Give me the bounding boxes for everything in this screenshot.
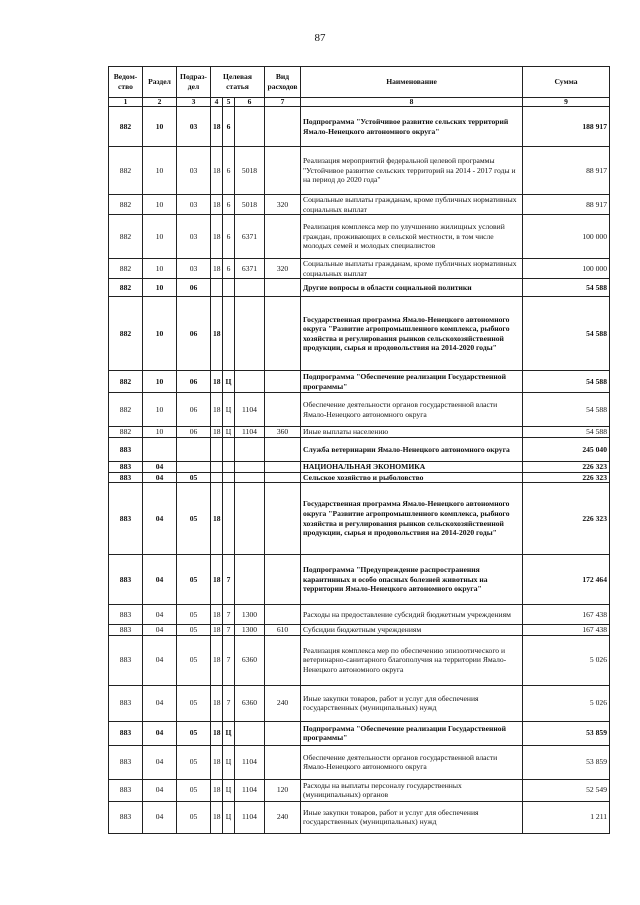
vedomstvo-cell: 883 [109,685,143,721]
target-article-direction-cell [235,461,265,472]
sum-cell: 54 588 [523,279,610,297]
target-article-subprogram-cell [223,297,235,371]
sum-cell: 52 549 [523,779,610,801]
target-article-subprogram-cell: Ц [223,393,235,427]
table-row [109,721,610,745]
expense-type-cell: 240 [265,801,301,833]
target-article-subprogram-cell: 7 [223,555,235,605]
vedomstvo-cell: 883 [109,801,143,833]
target-article-subprogram-cell [223,483,235,555]
vedomstvo-cell: 882 [109,297,143,371]
expense-type-cell [265,215,301,259]
razdel-cell: 04 [143,472,177,483]
target-article-subprogram-cell: Ц [223,371,235,393]
header-sum: Сумма [523,67,610,98]
page-number: 87 [314,32,326,44]
podrazdel-cell: 05 [177,685,211,721]
target-article-program-cell: 18 [211,107,223,147]
expense-type-cell: 360 [265,427,301,438]
target-article-subprogram-cell: 6 [223,195,235,215]
sum-cell: 54 588 [523,297,610,371]
column-number: 4 [211,98,223,107]
razdel-cell: 04 [143,721,177,745]
expense-type-cell [265,461,301,472]
target-article-direction-cell [235,437,265,461]
razdel-cell: 10 [143,371,177,393]
podrazdel-cell: 03 [177,215,211,259]
name-cell: Подпрограмма "Обеспечение реализации Государственной программы" [301,371,523,393]
sum-cell: 172 464 [523,555,610,605]
sum-cell: 226 323 [523,461,610,472]
target-article-program-cell: 18 [211,625,223,636]
table-row [109,427,610,438]
target-article-direction-cell: 1104 [235,801,265,833]
podrazdel-cell: 06 [177,393,211,427]
vedomstvo-cell: 882 [109,147,143,195]
expense-type-cell: 320 [265,195,301,215]
sum-cell: 5 026 [523,685,610,721]
table-row [109,297,610,371]
expense-type-cell [265,437,301,461]
razdel-cell: 10 [143,427,177,438]
podrazdel-cell: 05 [177,779,211,801]
target-article-program-cell: 18 [211,427,223,438]
target-article-program-cell: 18 [211,215,223,259]
podrazdel-cell: 03 [177,107,211,147]
table-row [109,801,610,833]
table-row [109,779,610,801]
razdel-cell: 10 [143,215,177,259]
vedomstvo-cell: 883 [109,483,143,555]
target-article-direction-cell [235,555,265,605]
target-article-program-cell: 18 [211,195,223,215]
target-article-program-cell: 18 [211,801,223,833]
vedomstvo-cell: 882 [109,279,143,297]
column-number: 5 [223,98,235,107]
target-article-direction-cell: 1300 [235,605,265,625]
podrazdel-cell: 05 [177,625,211,636]
sum-cell: 54 588 [523,427,610,438]
razdel-cell: 04 [143,605,177,625]
target-article-program-cell [211,461,223,472]
target-article-direction-cell: 6371 [235,259,265,279]
column-number: 6 [235,98,265,107]
target-article-program-cell: 18 [211,745,223,779]
target-article-direction-cell: 1104 [235,427,265,438]
target-article-subprogram-cell: 6 [223,107,235,147]
expense-type-cell [265,393,301,427]
razdel-cell: 04 [143,483,177,555]
table-row [109,195,610,215]
target-article-direction-cell: 6371 [235,215,265,259]
name-cell: Обеспечение деятельности органов государственной власти Ямало-Ненецкого автономного округа [301,745,523,779]
razdel-cell: 10 [143,107,177,147]
podrazdel-cell: 03 [177,195,211,215]
target-article-direction-cell: 1104 [235,393,265,427]
target-article-subprogram-cell: Ц [223,801,235,833]
column-number: 7 [265,98,301,107]
name-cell: Государственная программа Ямало-Ненецкого автономного округа "Развитие агропромышленного комплекса, рыбного хозяйства и регулирования рынков сельскохозяйственной продукции, сырья и продовольствия на 2014-2020 годы" [301,297,523,371]
name-cell: Субсидии бюджетным учреждениям [301,625,523,636]
name-cell: Расходы на выплаты персоналу государственных (муниципальных) органов [301,779,523,801]
razdel-cell: 04 [143,461,177,472]
podrazdel-cell: 03 [177,259,211,279]
razdel-cell: 04 [143,801,177,833]
table-row [109,437,610,461]
header-name: Наименование [301,67,523,98]
name-cell: НАЦИОНАЛЬНАЯ ЭКОНОМИКА [301,461,523,472]
target-article-direction-cell [235,107,265,147]
header-razdel: Раздел [143,67,177,98]
target-article-program-cell: 18 [211,779,223,801]
vedomstvo-cell: 883 [109,555,143,605]
name-cell: Реализация комплекса мер по улучшению жилищных условий граждан, проживающих в сельской местности, в том числе молодых семей и молодых специалистов [301,215,523,259]
expense-type-cell [265,555,301,605]
podrazdel-cell: 05 [177,555,211,605]
expense-type-cell [265,472,301,483]
name-cell: Расходы на предоставление субсидий бюджетным учреждениям [301,605,523,625]
podrazdel-cell: 05 [177,472,211,483]
sum-cell: 100 000 [523,259,610,279]
razdel-cell: 10 [143,393,177,427]
header-row [109,67,610,98]
table-row [109,461,610,472]
target-article-program-cell: 18 [211,685,223,721]
expense-type-cell [265,605,301,625]
vedomstvo-cell: 882 [109,195,143,215]
sum-cell: 226 323 [523,483,610,555]
sum-cell: 54 588 [523,371,610,393]
target-article-direction-cell [235,297,265,371]
expense-type-cell [265,483,301,555]
podrazdel-cell: 06 [177,427,211,438]
name-cell: Иные закупки товаров, работ и услуг для обеспечения государственных (муниципальных) нужд [301,801,523,833]
sum-cell: 245 040 [523,437,610,461]
target-article-program-cell: 18 [211,371,223,393]
podrazdel-cell: 06 [177,297,211,371]
column-number-row [109,98,610,107]
target-article-direction-cell: 5018 [235,147,265,195]
target-article-program-cell [211,437,223,461]
vedomstvo-cell: 882 [109,427,143,438]
expense-type-cell [265,279,301,297]
target-article-subprogram-cell: 6 [223,147,235,195]
target-article-program-cell: 18 [211,393,223,427]
budget-table [108,66,610,834]
razdel-cell: 04 [143,625,177,636]
table-row [109,393,610,427]
vedomstvo-cell: 883 [109,721,143,745]
podrazdel-cell: 05 [177,635,211,685]
target-article-subprogram-cell: 7 [223,685,235,721]
podrazdel-cell: 05 [177,721,211,745]
column-number: 3 [177,98,211,107]
target-article-direction-cell: 1104 [235,779,265,801]
razdel-cell: 10 [143,279,177,297]
name-cell: Социальные выплаты гражданам, кроме публичных нормативных социальных выплат [301,195,523,215]
podrazdel-cell: 06 [177,371,211,393]
razdel-cell: 04 [143,555,177,605]
target-article-direction-cell: 5018 [235,195,265,215]
sum-cell: 167 438 [523,625,610,636]
table-row [109,371,610,393]
razdel-cell: 10 [143,195,177,215]
table-row [109,555,610,605]
sum-cell: 167 438 [523,605,610,625]
expense-type-cell: 320 [265,259,301,279]
target-article-subprogram-cell: 6 [223,215,235,259]
target-article-program-cell: 18 [211,297,223,371]
table-row [109,685,610,721]
target-article-program-cell: 18 [211,721,223,745]
sum-cell: 88 917 [523,147,610,195]
sum-cell: 188 917 [523,107,610,147]
podrazdel-cell: 05 [177,801,211,833]
table-row [109,259,610,279]
target-article-subprogram-cell: Ц [223,745,235,779]
column-number: 9 [523,98,610,107]
target-article-direction-cell [235,371,265,393]
razdel-cell: 04 [143,779,177,801]
target-article-subprogram-cell [223,279,235,297]
target-article-direction-cell [235,721,265,745]
razdel-cell: 04 [143,635,177,685]
vedomstvo-cell: 883 [109,779,143,801]
target-article-subprogram-cell [223,461,235,472]
name-cell: Обеспечение деятельности органов государственной власти Ямало-Ненецкого автономного округа [301,393,523,427]
table-row [109,472,610,483]
vedomstvo-cell: 883 [109,625,143,636]
expense-type-cell [265,721,301,745]
vedomstvo-cell: 882 [109,259,143,279]
vedomstvo-cell: 882 [109,215,143,259]
vedomstvo-cell: 882 [109,107,143,147]
target-article-subprogram-cell: 7 [223,625,235,636]
name-cell: Служба ветеринарии Ямало-Ненецкого автономного округа [301,437,523,461]
razdel-cell: 10 [143,297,177,371]
target-article-program-cell: 18 [211,605,223,625]
target-article-direction-cell [235,472,265,483]
target-article-program-cell [211,472,223,483]
target-article-program-cell [211,279,223,297]
column-number: 2 [143,98,177,107]
name-cell: Подпрограмма "Предупреждение распространения карантинных и особо опасных болезней животных на территории Ямало-Ненецкого автономного округа" [301,555,523,605]
razdel-cell: 04 [143,685,177,721]
vedomstvo-cell: 882 [109,393,143,427]
target-article-direction-cell [235,483,265,555]
table-row [109,625,610,636]
vedomstvo-cell: 883 [109,472,143,483]
target-article-program-cell: 18 [211,555,223,605]
column-number: 1 [109,98,143,107]
target-article-subprogram-cell: 6 [223,259,235,279]
expense-type-cell [265,297,301,371]
header-vedomstvo: Ведом-ство [109,67,143,98]
razdel-cell: 10 [143,147,177,195]
sum-cell: 226 323 [523,472,610,483]
vedomstvo-cell: 883 [109,745,143,779]
sum-cell: 100 000 [523,215,610,259]
expense-type-cell [265,635,301,685]
target-article-direction-cell: 6360 [235,685,265,721]
header-target-article: Целевая статья [211,67,265,98]
name-cell: Государственная программа Ямало-Ненецкого автономного округа "Развитие агропромышленного комплекса, рыбного хозяйства и регулирования рынков сельскохозяйственной продукции, сырья и продовольствия на 2014-2020 годы" [301,483,523,555]
name-cell: Иные выплаты населению [301,427,523,438]
table-row [109,745,610,779]
expense-type-cell: 240 [265,685,301,721]
expense-type-cell: 120 [265,779,301,801]
target-article-subprogram-cell: 7 [223,635,235,685]
expense-type-cell [265,745,301,779]
podrazdel-cell [177,437,211,461]
target-article-subprogram-cell [223,472,235,483]
target-article-subprogram-cell: Ц [223,779,235,801]
target-article-program-cell: 18 [211,483,223,555]
table-row [109,279,610,297]
name-cell: Сельское хозяйство и рыболовство [301,472,523,483]
target-article-direction-cell: 6360 [235,635,265,685]
target-article-direction-cell: 1300 [235,625,265,636]
name-cell: Иные закупки товаров, работ и услуг для обеспечения государственных (муниципальных) нужд [301,685,523,721]
sum-cell: 5 026 [523,635,610,685]
target-article-program-cell: 18 [211,147,223,195]
table-row [109,215,610,259]
expense-type-cell [265,147,301,195]
target-article-direction-cell [235,279,265,297]
name-cell: Реализация мероприятий федеральной целевой программы "Устойчивое развитие сельских территорий на 2014 - 2017 годы и на период до 2020 года" [301,147,523,195]
name-cell: Другие вопросы в области социальной политики [301,279,523,297]
target-article-subprogram-cell: Ц [223,721,235,745]
podrazdel-cell: 05 [177,605,211,625]
razdel-cell [143,437,177,461]
podrazdel-cell: 05 [177,483,211,555]
podrazdel-cell [177,461,211,472]
expense-type-cell: 610 [265,625,301,636]
expense-type-cell [265,107,301,147]
target-article-program-cell: 18 [211,259,223,279]
table-row [109,483,610,555]
target-article-subprogram-cell [223,437,235,461]
vedomstvo-cell: 883 [109,461,143,472]
expense-type-cell [265,371,301,393]
podrazdel-cell: 05 [177,745,211,779]
vedomstvo-cell: 883 [109,635,143,685]
table-row [109,635,610,685]
table-row [109,605,610,625]
razdel-cell: 04 [143,745,177,779]
razdel-cell: 10 [143,259,177,279]
header-expense-type: Вид расходов [265,67,301,98]
header-podrazdel: Подраз-дел [177,67,211,98]
vedomstvo-cell: 883 [109,605,143,625]
sum-cell: 88 917 [523,195,610,215]
column-number: 8 [301,98,523,107]
sum-cell: 54 588 [523,393,610,427]
name-cell: Реализация комплекса мер по обеспечению эпизоотического и ветеринарно-санитарного благополучия на территории Ямало-Ненецкого автономного округа [301,635,523,685]
sum-cell: 53 859 [523,745,610,779]
podrazdel-cell: 03 [177,147,211,195]
target-article-direction-cell: 1104 [235,745,265,779]
table-row [109,107,610,147]
name-cell: Подпрограмма "Обеспечение реализации Государственной программы" [301,721,523,745]
table-body [109,107,610,834]
sum-cell: 1 211 [523,801,610,833]
sum-cell: 53 859 [523,721,610,745]
vedomstvo-cell: 883 [109,437,143,461]
vedomstvo-cell: 882 [109,371,143,393]
target-article-program-cell: 18 [211,635,223,685]
name-cell: Социальные выплаты гражданам, кроме публичных нормативных социальных выплат [301,259,523,279]
name-cell: Подпрограмма "Устойчивое развитие сельских территорий Ямало-Ненецкого автономного округа" [301,107,523,147]
target-article-subprogram-cell: 7 [223,605,235,625]
podrazdel-cell: 06 [177,279,211,297]
target-article-subprogram-cell: Ц [223,427,235,438]
table-row [109,147,610,195]
